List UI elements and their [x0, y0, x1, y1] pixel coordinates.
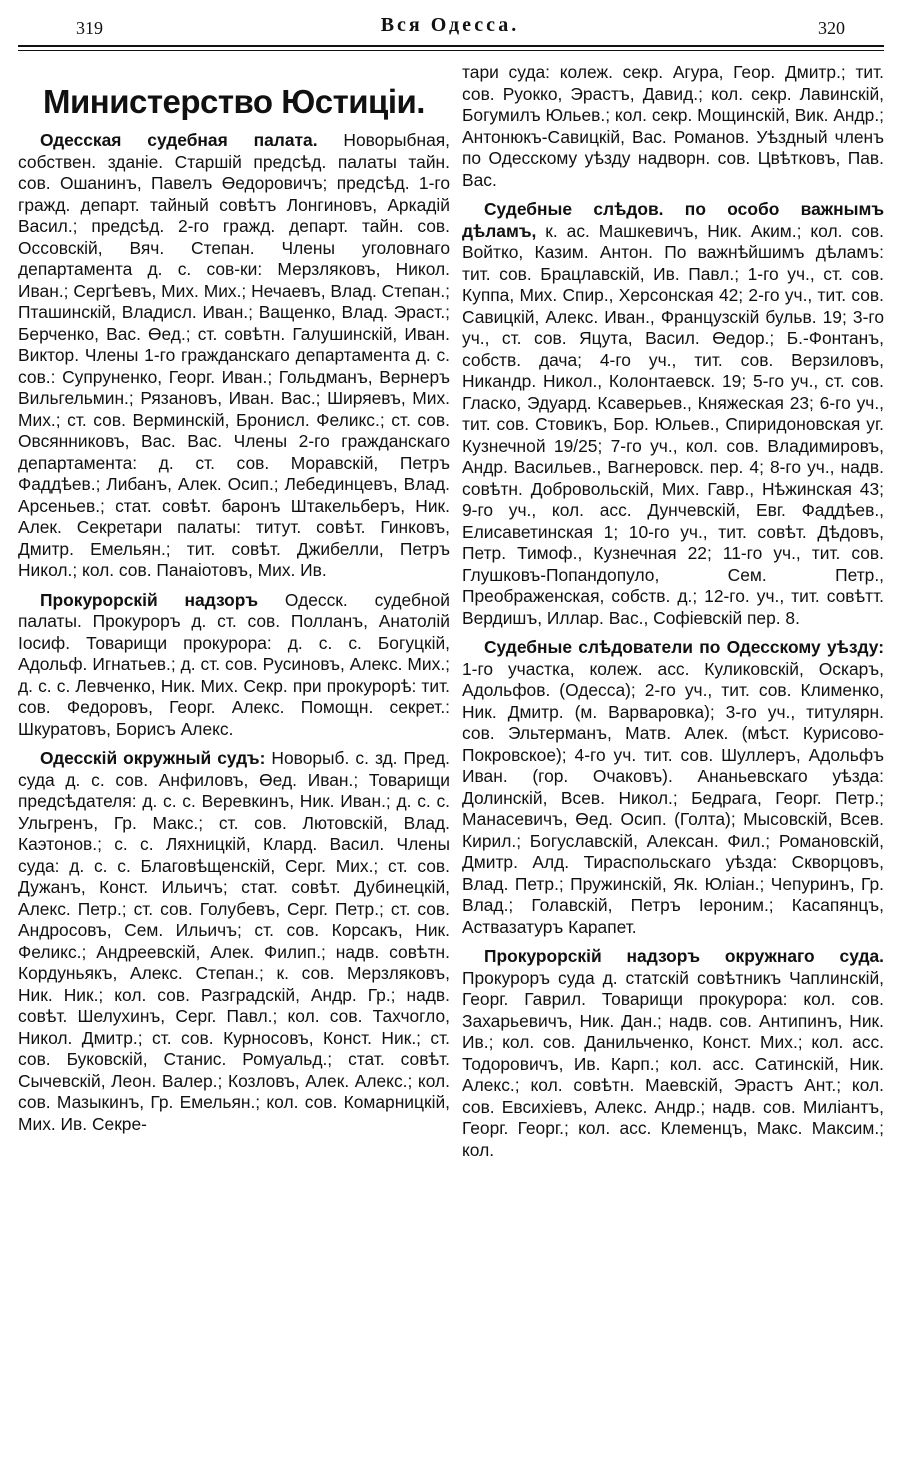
section-district-prosecutor: [462, 946, 884, 1161]
left-column: [18, 82, 450, 1143]
section-text: к. ас. Машкевичъ, Ник. Аким.; кол. сов. Войтко, Казим. Антон. По важнѣйшимъ дѣламъ: тит. сов. Брацлавскій, Ив. Павл.; 1-го уч., ст. сов. Куппа, Мих. Спир., Херсонская 42; 2-го уч., тит. сов. Савицкій, Алекс. Иван., Французскій бульв. 19; 3-го уч., ст. сов. Яцута, Васил. Өедор.; Б.-Фонтанъ, собств. дача; 4-го уч., тит. сов. Верзиловъ, Никандр. Никол., Колонтаевск. 19; 5-го уч., ст. сов. Гласко, Эдуард. Ксаверьев., Княжеская 23; 6-го уч., тит. сов. Стовикъ, Бор. Юльев., Спиридоновская уг. Кузнечной 19/25; 7-го уч., кол. сов. Владимировъ, Андр. Васильев., Вагнеровск. пер. 4; 8-го уч., надв. совѣтн. Добровольскій, Мих. Гавр., Нѣжинская 43; 9-го уч., кол. асс. Дунчевскій, Евг. Фаддѣев., Елисаветинская 1; 10-го уч., тит. совѣт. Дѣдовъ, Петр. Тимоф., Кузнечная 22; 11-го уч., тит. сов. Глушковъ-Попандопуло, Сем. Петр., Преображенская, собств. д.; 12-го. уч., тит. совѣтт. Вердишъ, Иллар. Вас., Софіевскій пер. 8.: [462, 220, 884, 628]
section-prosecutor-supervision: [18, 590, 450, 741]
section-text: Прокуроръ суда д. статскій совѣтникъ Чаплинскій, Георг. Гаврил. Товарищи прокурора: кол. сов. Захарьевичъ, Ник. Дан.; надв. сов. Антипинъ, Ник. Ив.; кол. сов. Данильченко, Конст. Мих.; кол. асс. Тодоровичъ, Ив. Карп.; кол. асс. Сатинскій, Ник. Алекс.; кол. совѣтн. Маевскій, Эрастъ Ант.; кол. сов. Евсихіевъ, Алекс. Андр.; надв. сов. Миліантъ, Георг. Георг.; кол. асс. Клеменцъ, Макс. Максим.; кол.: [462, 967, 884, 1160]
running-title: Вся Одесса.: [380, 14, 520, 36]
page-number-left: 319: [76, 18, 103, 38]
section-title: Одесскій окружный судъ:: [40, 748, 266, 768]
section-investigators-district: [462, 637, 884, 938]
page-header: [0, 0, 900, 48]
section-text: Новорыб. с. зд. Пред. суда д. с. сов. Анфиловъ, Өед. Иван.; Товарищи предсѣдателя: д. с. с. Веревкинъ, Ник. Иван.; д. с. с. Ульгренъ, Гр. Макс.; ст. сов. Лютовскій, Влад. Каэтонов.; с. с. Ляхницкій, Клард. Васил. Члены суда: д. с. с. Благовѣщенскій, Серг. Мих.; ст. сов. Дужанъ, Конст. Ильичъ; стат. совѣт. Дубинецкій, Алекс. Петр.; ст. сов. Голубевъ, Серг. Петр.; ст. сов. Андросовъ, Сем. Ильичъ; ст. сов. Корсакъ, Ник. Феликс.; Андреевскій, Алек. Филип.; надв. совѣтн. Кордуньякъ, Алекс. Степан.; к. сов. Мерзляковъ, Ник. Ник.; кол. сов. Разградскій, Андр. Гр.; надв. совѣт. Шелухинъ, Серг. Павл.; кол. сов. Тахчогло, Никол. Дмитр.; ст. сов. Курносовъ, Конст. Ник.; ст. сов. Буковскій, Станис. Ромуальд.; стат. совѣт. Сычевскій, Леон. Валер.; Козловъ, Алек. Алекс.; кол. сов. Мазыкинъ, Гр. Емельян.; кол. сов. Комарницкій, Мих. Ив. Секре-: [18, 748, 450, 1134]
right-column: [462, 62, 884, 1169]
section-district-court: [18, 748, 450, 1135]
section-text: Новорыбная, собствен. зданіе. Старшій предсѣд. палаты тайн. сов. Ошанинъ, Павелъ Өедоровичъ; предсѣд. 1-го гражд. департ. тайный совѣтъ Лонгиновъ, Аркадій Васил.; предсѣд. 2-го гражд. департ. тайн. сов. Оссовскій, Вяч. Степан. Члены уголовнаго департамента д. с. сов-ки: Мерзляковъ, Никол. Иван.; Сергѣевъ, Мих. Мих.; Нечаевъ, Влад. Степан.; Пташинскій, Владисл. Иван.; Ващенко, Влад. Эраст.; Берченко, Вас. Өед.; ст. совѣтн. Галушинскій, Иван. Виктор. Члены 1-го гражданскаго департамента д. с. сов.: Супруненко, Георг. Иван.; Гольдманъ, Вернеръ Вильгельмин.; Рязановъ, Иван. Вас.; Ширяевъ, Мих. Мих.; ст. сов. Верминскій, Бронисл. Феликс.; ст. сов. Овсянниковъ, Вас. Вас. Члены 2-го гражданскаго департамента: д. ст. сов. Моравскій, Петръ Фаддѣев.; Либанъ, Алек. Осип.; Лебединцевъ, Влад. Арсеньев.; стат. совѣт. баронъ Штакельберъ, Ник. Алек. Секретари палаты: титут. совѣт. Гинковъ, Дмитр. Емельян.; тит. совѣт. Джибелли, Петръ Никол.; кол. сов. Панаіотовъ, Мих. Ив.: [18, 130, 450, 580]
section-title: Судебные слѣдов. по особо важнымъ дѣламъ,: [462, 199, 884, 241]
section-title: Одесская судебная палата.: [40, 130, 318, 150]
section-text: Одесск. судебной палаты. Прокуроръ д. ст. сов. Полланъ, Анатолій Іосиф. Товарищи прокурора: д. с. с. Богуцкій, Адольф. Игнатьев.; д. ст. сов. Русиновъ, Алекс. Мих.; д. с. с. Левченко, Ник. Мих. Секр. при прокурорѣ: тит. сов. Федоровъ, Георг. Алекс. Помощн. секрет.: Шкуратовъ, Борисъ Алекс.: [18, 589, 450, 739]
section-investigators-important: [462, 199, 884, 629]
section-odessa-court-chamber: [18, 130, 450, 582]
section-title: Судебные слѣдователи по Одесскому уѣзду:: [484, 637, 884, 657]
section-text: 1-го участка, колеж. асс. Куликовскій, Оскаръ, Адольфов. (Одесса); 2-го уч., тит. сов. Клименко, Ник. Дмитр. (м. Варваровка); 3-го уч., титулярн. сов. Эльтерманъ, Матв. Алек. (мѣст. Курисово-Покровское); 4-го уч. тит. сов. Шуллеръ, Адольфъ Иван. (гор. Очаковъ). Ананьевскаго уѣзда: Долинскій, Всев. Никол.; Бедрага, Георг. Петр.; Манасевичъ, Өед. Осип. (Голта); Мысовскій, Всев. Кирил.; Богуславскій, Алексан. Фил.; Романовскій, Дмитр. Алд. Тираспольскаго уѣзда: Скворцовъ, Влад. Петр.; Пружинскій, Як. Юліан.; Чепуринъ, Гр. Влад.; Голавскій, Петръ Іероним.; Касапянцъ, Аствазатуръ Карапет.: [462, 658, 884, 937]
section-heading: Министерство Юстиціи.: [43, 83, 425, 120]
section-title: Прокурорскій надзоръ окружнаго суда.: [484, 946, 884, 966]
continuation-text: тари суда: колеж. секр. Агура, Геор. Дмитр.; тит. сов. Руокко, Эрастъ, Давид.; кол. секр. Лавинскій, Богумилъ Юльев.; кол. секр. Мощинскій, Вик. Андр.; Антонюкъ-Савицкій, Вас. Романов. Уѣздный членъ по Одесскому уѣзду надворн. сов. Цвѣтковъ, Пав. Вас.: [462, 62, 884, 190]
header-rule-thin: [18, 50, 884, 51]
section-title: Прокурорскій надзоръ: [40, 589, 259, 610]
page-number-right: 320: [818, 18, 845, 38]
header-rule-thick: [18, 45, 884, 47]
